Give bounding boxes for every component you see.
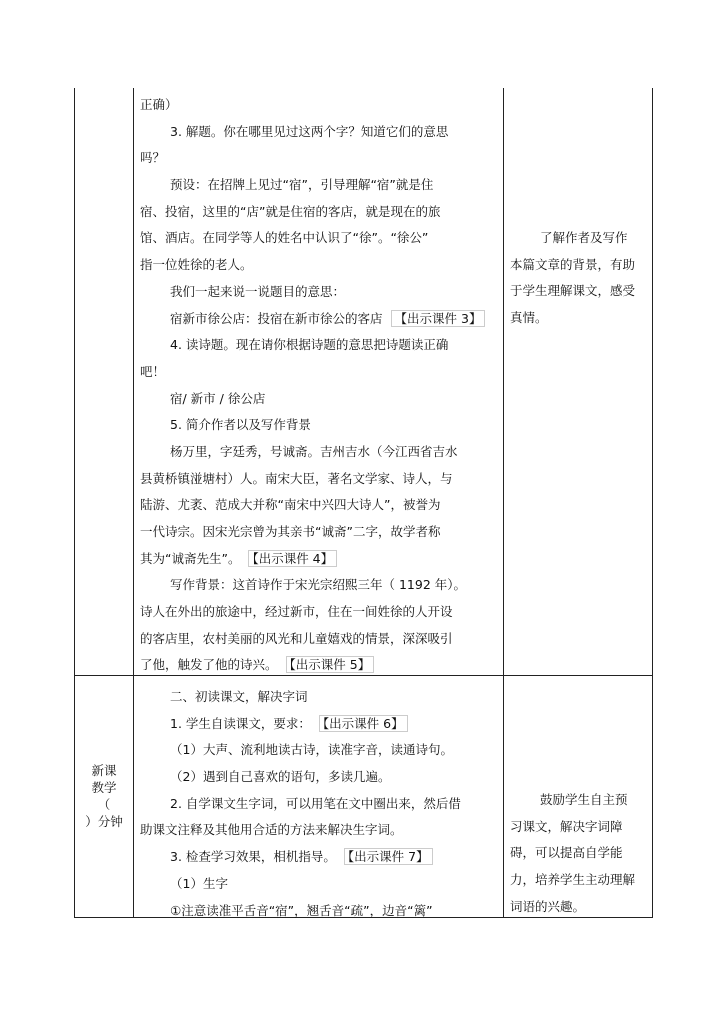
text-line	[140, 225, 502, 252]
column-divider	[503, 88, 504, 918]
line-text: 的客店里，农村美丽的风光和儿童嬉戏的情景，深深吸引	[140, 630, 453, 646]
text-line: 于学生理解课文，感受	[510, 283, 636, 299]
text-line: 词语的兴趣。	[510, 898, 586, 914]
text-line	[140, 386, 502, 413]
table-border	[652, 88, 653, 918]
row1-purpose-cell	[510, 225, 652, 332]
line-text: （1）生字	[170, 875, 228, 891]
text-line	[140, 572, 502, 599]
line-text: 吧！	[140, 363, 166, 379]
line-text: 杨万里，字廷秀，号诚斋。吉州吉水（今江西省吉水	[170, 443, 458, 459]
text-line: ）分钟	[85, 814, 123, 829]
line-text: 5. 简介作者以及写作背景	[170, 417, 311, 433]
courseware-tag: 【出示课件 7】	[344, 848, 433, 865]
text-line	[140, 599, 502, 626]
text-line: 鼓励学生自主预	[540, 792, 628, 807]
courseware-tag: 【出示课件 3】	[391, 310, 486, 327]
text-line: 碍，可以提高自学能	[510, 845, 623, 861]
text-line	[140, 844, 502, 871]
text-line	[140, 439, 502, 466]
text-line: 教学	[91, 780, 117, 795]
text-line	[140, 791, 502, 818]
text-line	[140, 306, 502, 333]
text-line	[140, 764, 502, 791]
text-line	[140, 332, 502, 359]
line-text: 4. 读诗题。现在请你根据诗题的意思把诗题读正确	[170, 337, 449, 353]
line-text: 了他，触发了他的诗兴。	[140, 657, 278, 673]
text-line: 新课	[91, 763, 117, 778]
text-line	[140, 626, 502, 653]
text-line	[140, 519, 502, 546]
line-text: 宿、投宿，这里的“店”就是住宿的客店，就是现在的旅	[140, 203, 441, 219]
line-text: 3. 检查学习效果，相机指导。	[170, 849, 336, 865]
text-line: 真情。	[510, 310, 548, 326]
line-text: 陆游、尤袤、范成大并称“南宋中兴四大诗人”，被誉为	[140, 497, 441, 513]
text-line	[140, 252, 502, 279]
line-text: ①注意读准平舌音“宿”，翘舌音“疏”，边音“篱”	[170, 902, 433, 918]
row2-content-cell	[140, 684, 502, 924]
line-text: 2. 自学课文生字词，可以用笔在文中圈出来，然后借	[170, 795, 461, 811]
text-line	[140, 871, 502, 898]
courseware-tag: 【出示课件 4】	[248, 550, 337, 567]
row2-purpose-cell	[510, 787, 652, 920]
text-line	[140, 412, 502, 439]
line-text: 预设：在招牌上见过“宿”，引导理解“宿”就是住	[170, 177, 434, 193]
text-line: （	[97, 797, 111, 812]
line-text: 指一位姓徐的老人。	[140, 257, 253, 273]
text-line: 本篇文章的背景，有助	[510, 256, 636, 272]
line-text: （2）遇到自己喜欢的语句，多读几遍。	[170, 769, 391, 785]
line-text: 3. 解题。你在哪里见过这两个字？知道它们的意思	[170, 123, 449, 139]
line-text: 助课文注释及其他用合适的方法来解决生字词。	[140, 822, 403, 838]
row1-content-cell	[140, 92, 502, 679]
line-text: 写作背景：这首诗作于宋光宗绍熙三年（ 1192 年）。	[170, 577, 467, 593]
text-line	[140, 466, 502, 493]
text-line	[140, 172, 502, 199]
line-text: 我们一起来说一说题目的意思：	[170, 283, 346, 299]
line-text: 县黄桥镇湴塘村）人。南宋大臣，著名文学家、诗人，与	[140, 470, 453, 486]
text-line	[140, 359, 502, 386]
text-line	[140, 737, 502, 764]
line-text: 二、初读课文，解决字词	[170, 689, 308, 704]
column-divider	[133, 88, 134, 918]
line-text: 其为“诚斋先生”。	[140, 550, 241, 566]
text-line	[140, 279, 502, 306]
line-text: 馆、酒店。在同学等人的姓名中认识了“徐”。“徐公”	[140, 230, 429, 246]
text-line	[140, 652, 502, 679]
text-line	[140, 145, 502, 172]
text-line	[140, 546, 502, 573]
text-line	[140, 684, 502, 711]
line-text: 1. 学生自读课文，要求：	[170, 715, 311, 731]
row2-stage-cell	[75, 762, 133, 830]
line-text: 吗？	[140, 150, 166, 166]
line-text: （1）大声、流利地读古诗，读准字音，读通诗句。	[170, 742, 453, 758]
line-text: 一代诗宗。因宋光宗曾为其亲书“诚斋”二字，故学者称	[140, 524, 441, 539]
text-line: 了解作者及写作	[540, 230, 628, 245]
text-line	[140, 199, 502, 226]
line-text: 诗人在外出的旅途中，经过新市，住在一间姓徐的人开设	[140, 604, 453, 620]
text-line	[140, 711, 502, 738]
text-line	[140, 92, 502, 119]
line-text: 宿/ 新市 / 徐公店	[170, 390, 266, 406]
line-text: 宿新市徐公店：投宿在新市徐公的客店	[170, 310, 383, 326]
text-line	[140, 492, 502, 519]
courseware-tag: 【出示课件 5】	[286, 656, 375, 673]
text-line	[140, 898, 502, 925]
text-line	[140, 817, 502, 844]
line-text: 正确）	[140, 97, 178, 112]
text-line: 力，培养学生主动理解	[510, 872, 636, 888]
text-line	[140, 119, 502, 146]
courseware-tag: 【出示课件 6】	[319, 715, 408, 732]
text-line: 习课文，解决字词障	[510, 818, 623, 834]
